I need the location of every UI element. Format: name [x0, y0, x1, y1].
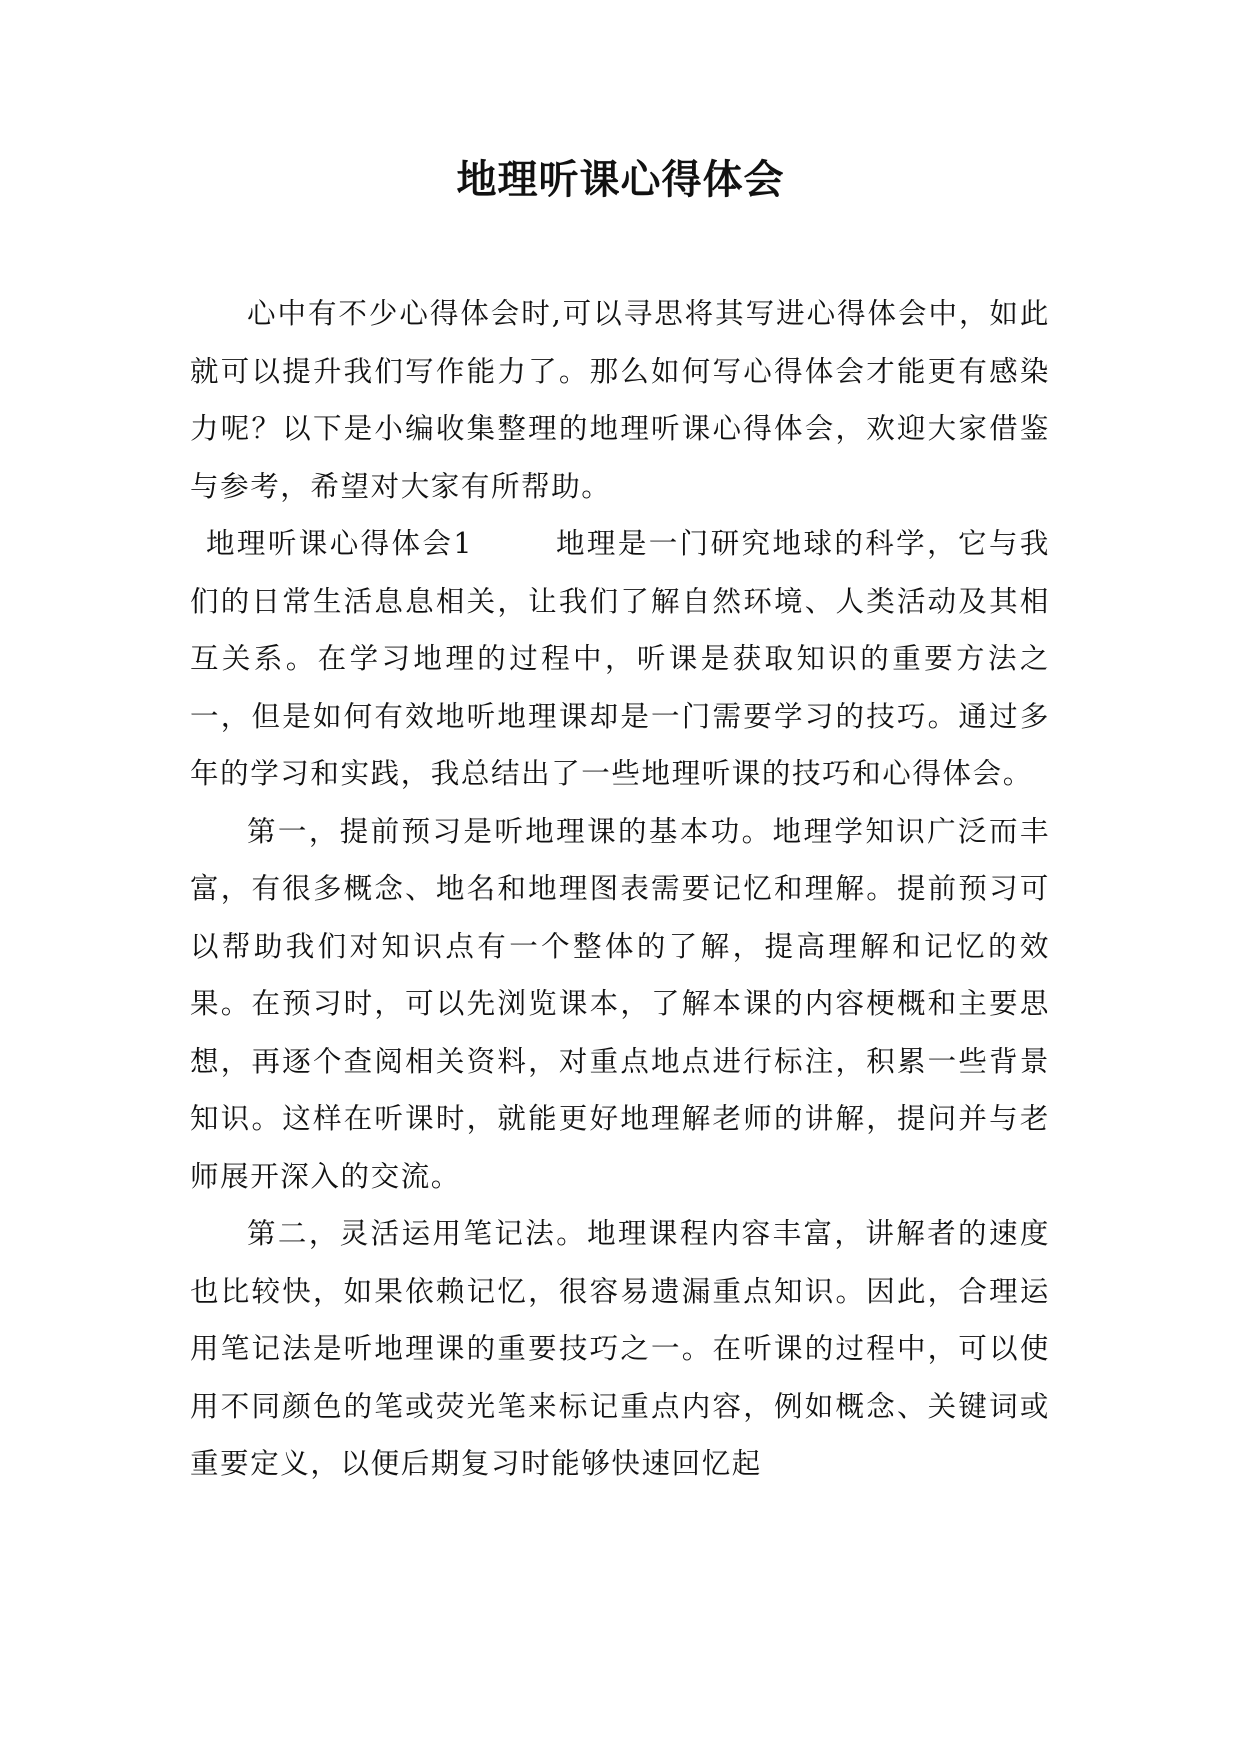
document-body: [190, 285, 1050, 1493]
section-heading: 地理听课心得体会1: [206, 527, 474, 560]
intro-paragraph: 心中有不少心得体会时,可以寻思将其写进心得体会中，如此就可以提升我们写作能力了。那么如何写心得体会才能更有感染力呢？以下是小编收集整理的地理听课心得体会，欢迎大家借鉴与参考，希望对大家有所帮助。: [190, 297, 1050, 503]
body-paragraph-2: 第二，灵活运用笔记法。地理课程内容丰富，讲解者的速度也比较快，如果依赖记忆，很容易遗漏重点知识。因此，合理运用笔记法是听地理课的重要技巧之一。在听课的过程中，可以使用不同颜色的笔或荧光笔来标记重点内容，例如概念、关键词或重要定义，以便后期复习时能够快速回忆起: [190, 1217, 1050, 1480]
section-lead-text: 地理是一门研究地球的科学，它与我们的日常生活息息相关，让我们了解自然环境、人类活动及其相互关系。在学习地理的过程中，听课是获取知识的重要方法之一，但是如何有效地听地理课却是一门需要学习的技巧。通过多年的学习和实践，我总结出了一些地理听课的技巧和心得体会。: [190, 527, 1050, 790]
body-paragraph-1: 第一，提前预习是听地理课的基本功。地理学知识广泛而丰富，有很多概念、地名和地理图表需要记忆和理解。提前预习可以帮助我们对知识点有一个整体的了解，提高理解和记忆的效果。在预习时，可以先浏览课本，了解本课的内容梗概和主要思想，再逐个查阅相关资料，对重点地点进行标注，积累一些背景知识。这样在听课时，就能更好地理解老师的讲解，提问并与老师展开深入的交流。: [190, 814, 1050, 1193]
section-paragraph: [190, 515, 1050, 803]
document-title: 地理听课心得体会: [456, 157, 785, 203]
